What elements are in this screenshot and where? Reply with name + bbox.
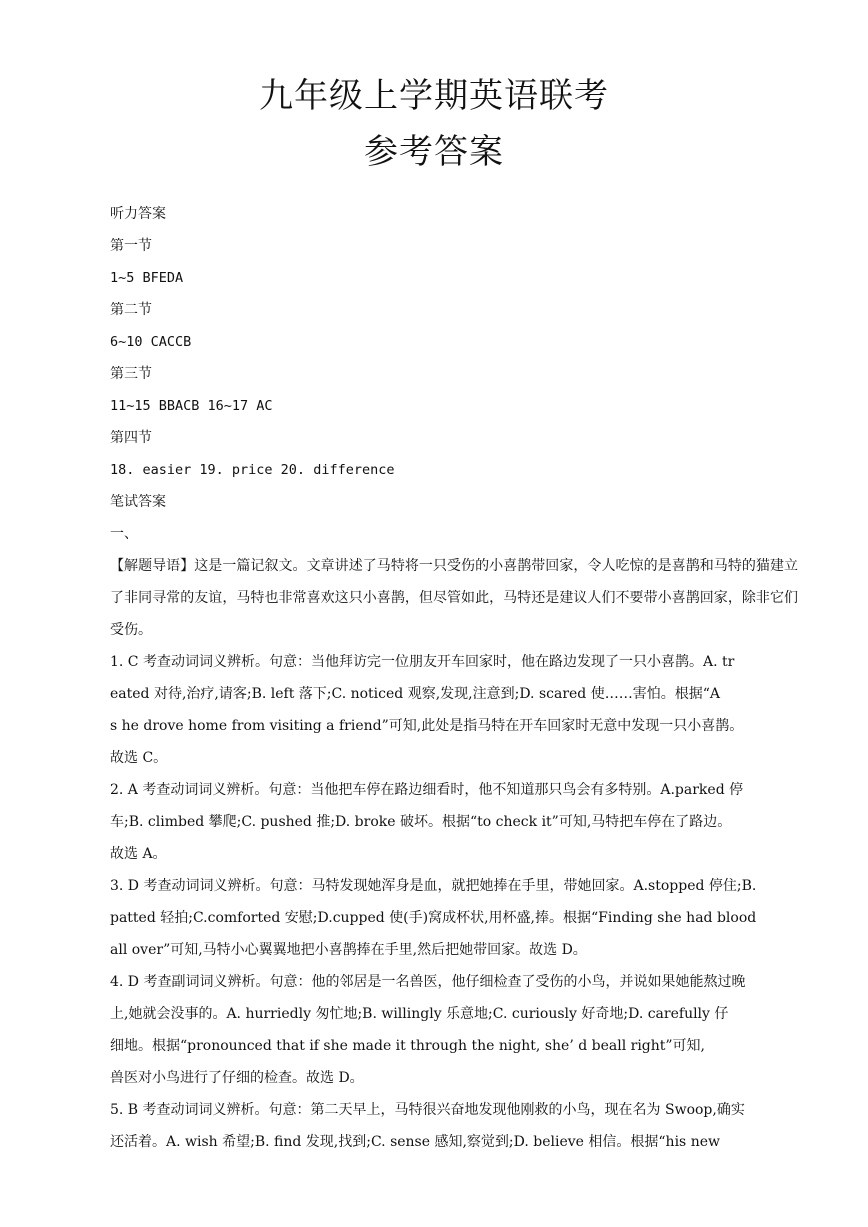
written-heading: 笔试答案 (110, 494, 166, 510)
section-name: 第三节 (110, 366, 152, 382)
section-name: 第二节 (110, 302, 152, 318)
part-one-label: 一、 (110, 526, 138, 542)
explanation-line: eated 对待,治疗,请客;B. left 落下;C. noticed 观察,发现,注意到;D. scared 使……害怕。根据“A (110, 686, 720, 702)
section-answers: 18. easier 19. price 20. difference (110, 462, 395, 478)
explanation-line: 1. C 考查动词词义辨析。句意：当他拜访完一位朋友开车回家时，他在路边发现了一只小喜鹊。A. tr (110, 654, 735, 670)
section-answers: 1~5 BFEDA (110, 270, 184, 286)
section-answers: 6~10 CACCB (110, 334, 192, 350)
explanation-line: 车;B. climbed 攀爬;C. pushed 推;D. broke 破坏。根据“to check it”可知,马特把车停在了路边。 (110, 814, 732, 830)
explanation-line: all over”可知,马特小心翼翼地把小喜鹊捧在手里,然后把她带回家。故选 D。 (110, 942, 587, 958)
explanation-line: patted 轻拍;C.comforted 安慰;D.cupped 使(手)窝成杯状,用杯盛,捧。根据“Finding she had blood (110, 910, 757, 926)
explanation-line: 兽医对小鸟进行了仔细的检查。故选 D。 (110, 1070, 364, 1086)
explanation-line: s he drove home from visiting a friend”可知,此处是指马特在开车回家时无意中发现一只小喜鹊。 (110, 718, 744, 734)
explanation-line: 4. D 考查副词词义辨析。句意：他的邻居是一名兽医，他仔细检查了受伤的小鸟，并说如果她能熬过晚 (110, 974, 746, 990)
explanation-line: 还活着。A. wish 希望;B. find 发现,找到;C. sense 感知,察觉到;D. believe 相信。根据“his new (110, 1134, 720, 1150)
document-body (110, 198, 798, 1158)
page-title: 九年级上学期英语联考 (259, 76, 609, 116)
explanation-line: 5. B 考查动词词义辨析。句意：第二天早上，马特很兴奋地发现他刚救的小鸟，现在名为 Swoop,确实 (110, 1102, 745, 1118)
section-answers: 11~15 BBACB 16~17 AC (110, 398, 273, 414)
explanation-line: 故选 A。 (110, 846, 167, 862)
explanation-line: 3. D 考查动词词义辨析。句意：马特发现她浑身是血，就把她捧在手里，带她回家。A.stopped 停住;B. (110, 878, 757, 894)
listening-heading: 听力答案 (110, 206, 166, 222)
section-name: 第四节 (110, 430, 152, 446)
section-name: 第一节 (110, 238, 152, 254)
page-subtitle: 参考答案 (364, 132, 504, 172)
intro-paragraph: 【解题导语】这是一篇记叙文。文章讲述了马特将一只受伤的小喜鹊带回家，令人吃惊的是喜鹊和马特的猫建立了非同寻常的友谊，马特也非常喜欢这只小喜鹊，但尽管如此，马特还是建议人们不要带小喜鹊回家，除非它们受伤。 (110, 558, 798, 638)
explanation-line: 2. A 考查动词词义辨析。句意：当他把车停在路边细看时，他不知道那只鸟会有多特别。A.parked 停 (110, 782, 744, 798)
explanation-line: 上,她就会没事的。A. hurriedly 匆忙地;B. willingly 乐意地;C. curiously 好奇地;D. carefully 仔 (110, 1006, 729, 1022)
explanation-line: 细地。根据“pronounced that if she made it through the night, she’ d beall right”可知, (110, 1038, 706, 1054)
explanation-line: 故选 C。 (110, 750, 168, 766)
